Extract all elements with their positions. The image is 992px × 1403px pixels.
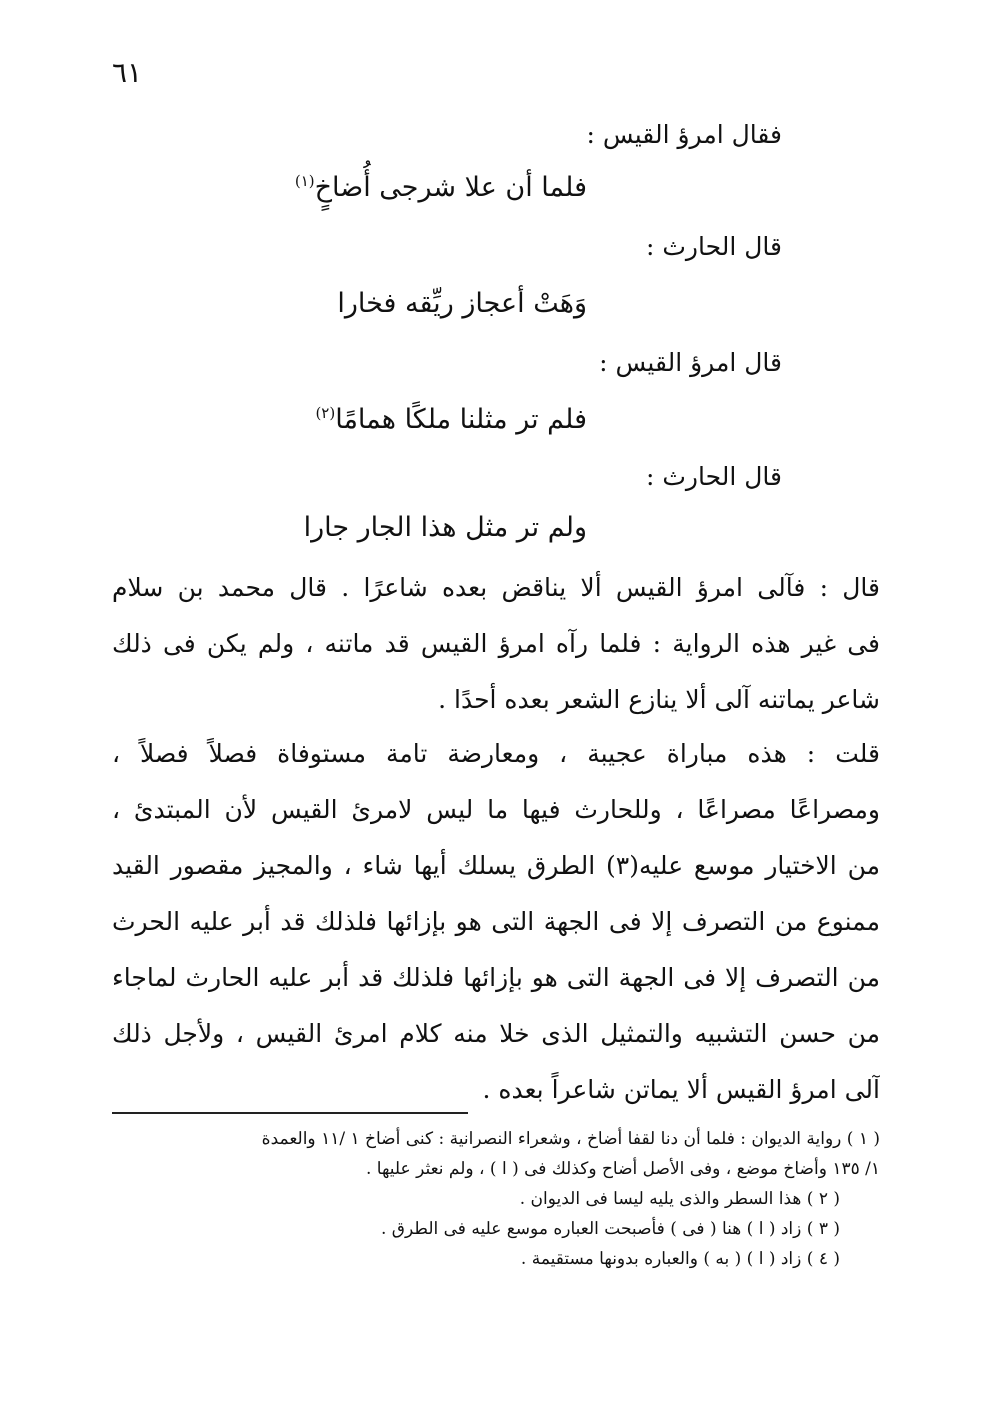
verse-line-2: وَهَتْ أعجاز ريِّقه فخارا <box>337 288 587 319</box>
speaker-line-3: قال امرؤ القيس : <box>599 348 782 377</box>
footnote-marker: (٢) <box>315 404 336 422</box>
verse-line-4: ولم تر مثل هذا الجار جارا <box>303 512 587 543</box>
verse-line-1 <box>295 172 587 203</box>
footnote-3: ( ٣ ) زاد ( ا ) هنا ( فى ) فأصبحت العباره موسع عليه فى الطرق . <box>381 1219 840 1239</box>
paragraph-line: ممنوع من التصرف إلا فى الجهة التى هو بإزائها فلذلك قد أبر عليه الحرث <box>112 907 880 936</box>
paragraph-line: شاعر يماتنه آلى ألا ينازع الشعر بعده أحدًا . <box>438 685 880 714</box>
verse-text: فلما أن علا شرجى أُضاخٍ <box>314 172 587 203</box>
footnote-2: ( ٢ ) هذا السطر والذى يليه ليسا فى الديوان . <box>519 1189 840 1209</box>
verse-line-3 <box>315 404 587 435</box>
paragraph-line: من حسن التشبيه والتمثيل الذى خلا منه كلام امرئ القيس ، ولأجل ذلك <box>112 1019 880 1048</box>
verse-text: فلم تر مثلنا ملكًا همامًا <box>335 404 587 435</box>
speaker-line-4: قال الحارث : <box>646 462 782 491</box>
paragraph-line: من التصرف إلا فى الجهة التى هو بإزائها فلذلك قد أبر عليه الحارث لماجاء <box>112 963 880 992</box>
paragraph-line: فى غير هذه الرواية : فلما رآه امرؤ القيس قد ماتنه ، ولم يكن فى ذلك <box>112 629 880 658</box>
page-number: ٦١ <box>112 56 143 89</box>
footnote-1: ( ١ ) رواية الديوان : فلما أن دنا لقفا أضاخ ، وشعراء النصرانية : كنى أضاخ ١ /١١ والعمدة <box>261 1129 880 1149</box>
paragraph-line: قال : فآلى امرؤ القيس ألا يناقض بعده شاعرًا . قال محمد بن سلام <box>112 573 880 602</box>
paragraph-line: قلت : هذه مباراة عجيبة ، ومعارضة تامة مستوفاة فصلاً فصلاً ، <box>112 739 880 768</box>
speaker-line-2: قال الحارث : <box>646 232 782 261</box>
paragraph-line: من الاختيار موسع عليه(٣) الطرق يسلك أيها شاء ، والمجيز مقصور القيد <box>112 851 880 880</box>
footnote-1-continued: ١/ ١٣٥ وأضاخ موضع ، وفى الأصل أضاح وكذلك فى ( ا ) ، ولم نعثر عليها . <box>365 1159 880 1179</box>
paragraph-line: ومصراعًا مصراعًا ، وللحارث فيها ما ليس لامرئ القيس لأن المبتدئ ، <box>112 795 880 824</box>
footnote-4: ( ٤ ) زاد ( ا ) ( به ) والعباره بدونها مستقيمة . <box>520 1249 840 1269</box>
paragraph-line: آلى امرؤ القيس ألا يماتن شاعراً بعده . <box>482 1075 880 1104</box>
footnotes <box>112 1124 880 1274</box>
paragraph-1 <box>112 560 880 728</box>
speaker-line-1: فقال امرؤ القيس : <box>586 120 782 149</box>
paragraph-2 <box>112 726 880 1118</box>
footnote-marker: (١) <box>294 172 315 190</box>
footnote-divider <box>112 1112 468 1114</box>
